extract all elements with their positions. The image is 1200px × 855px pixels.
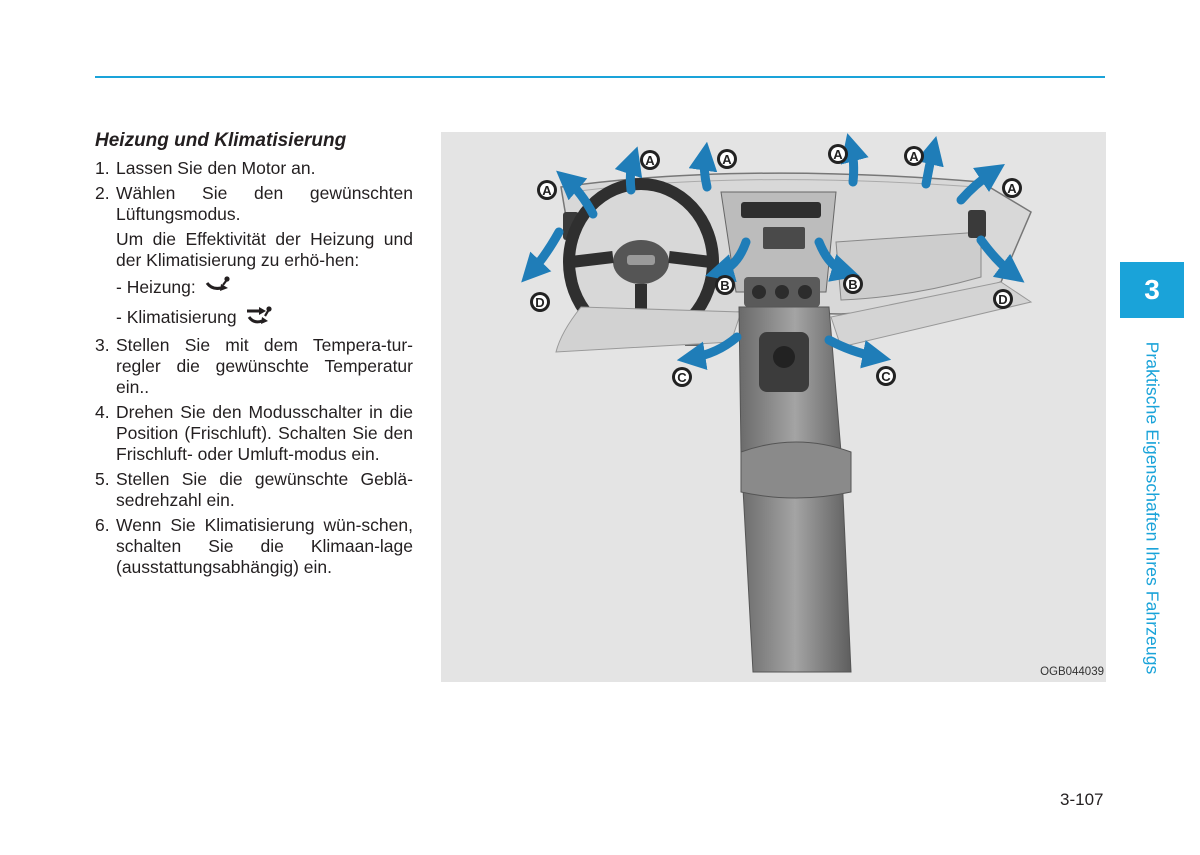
label-d (530, 292, 550, 312)
label-d (993, 289, 1013, 309)
label-a (717, 149, 737, 169)
list-item: 2. Wählen Sie den gewünschten Lüftungsmodus. (95, 183, 413, 224)
airflow-arrow-a (851, 147, 854, 182)
label-a (1002, 178, 1022, 198)
section-title: Heizung und Klimatisierung (95, 130, 347, 151)
label-b (715, 275, 735, 295)
label-a (904, 146, 924, 166)
mode-cooling: - Klimatisierung (116, 304, 413, 331)
dashboard-illustration (441, 132, 1106, 682)
face-floor-vent-icon (245, 304, 273, 331)
dashboard-drawing (441, 132, 1106, 682)
instructions (95, 158, 413, 582)
svg-text:D: D (535, 295, 545, 310)
top-rule (95, 76, 1105, 78)
svg-text:A: A (722, 152, 732, 167)
svg-text:D: D (998, 292, 1008, 307)
list-item: 6. Wenn Sie Klimatisierung wün-schen, schalten Sie die Klimaan-lage (ausstattungsabhängig) ein. (95, 515, 413, 577)
airflow-arrow-a (704, 156, 707, 187)
airflow-arrow-a (630, 160, 633, 190)
list-item: 5. Stellen Sie die gewünschte Geblä-sedrehzahl ein. (95, 469, 413, 510)
svg-text:A: A (909, 149, 919, 164)
label-c (876, 366, 896, 386)
chapter-tab: 3 (1120, 262, 1184, 318)
svg-text:A: A (645, 153, 655, 168)
label-a (828, 144, 848, 164)
list-item: 4. Drehen Sie den Modusschalter in die Position (Frischluft). Schalten Sie den Frischluft- oder Umluft-modus ein. (95, 402, 413, 464)
svg-text:A: A (833, 147, 843, 162)
svg-text:B: B (848, 277, 858, 292)
svg-text:A: A (542, 183, 552, 198)
chapter-title: Praktische Eigenschaften Ihres Fahrzeugs (1142, 341, 1163, 675)
mode-heating: - Heizung: (116, 275, 413, 300)
floor-vent-icon (204, 275, 232, 300)
page-number: 3-107 (1060, 790, 1104, 809)
svg-text:B: B (720, 278, 730, 293)
list-item: 3. Stellen Sie mit dem Tempera-tur-regler die gewünschte Temperatur ein.. (95, 335, 413, 397)
label-c (672, 367, 692, 387)
label-a (537, 180, 557, 200)
svg-text:C: C (881, 369, 891, 384)
figure-code: OGB044039 (1040, 666, 1104, 678)
list-item: 1. Lassen Sie den Motor an. (95, 158, 316, 178)
airflow-arrow-d (531, 232, 559, 272)
svg-text:A: A (1007, 181, 1017, 196)
label-a (640, 150, 660, 170)
svg-text:C: C (677, 370, 687, 385)
step-note: Um die Effektivität der Heizung und der Klimatisierung zu erhö-hen: (116, 229, 413, 270)
label-b (843, 274, 863, 294)
